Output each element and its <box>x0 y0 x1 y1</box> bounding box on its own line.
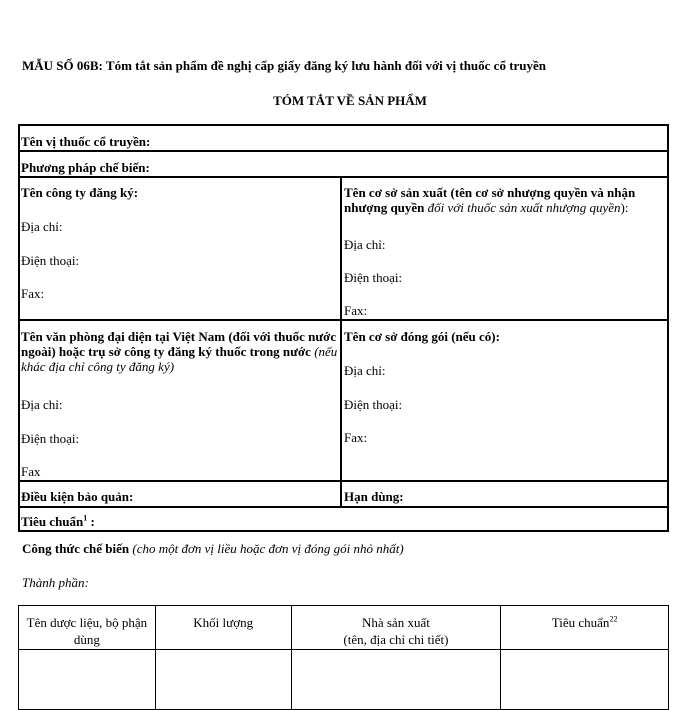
storage-conditions-label: Điều kiện bảo quản: <box>21 489 134 504</box>
table-header-row <box>19 606 669 650</box>
header-ingredient: Tên dược liệu, bộ phận dùng <box>19 606 156 650</box>
header-standard-label: Tiêu chuẩn <box>551 615 610 630</box>
packager-fax: Fax: <box>344 430 368 445</box>
formula-heading <box>22 541 404 556</box>
form-header <box>22 58 546 74</box>
page-title: TÓM TẮT VỀ SẢN PHẨM <box>273 93 427 108</box>
form-description: Tóm tắt sản phẩm đề nghị cấp giấy đăng ký lưu hành đối với vị thuốc cổ truyền <box>102 58 547 73</box>
packager-address: Địa chỉ: <box>344 363 386 378</box>
components-table <box>18 605 669 710</box>
formula-note: (cho một đơn vị liều hoặc đơn vị đóng gói nhỏ nhất) <box>129 541 404 556</box>
divider <box>18 176 669 178</box>
form-code: MẪU SỐ 06B: <box>22 58 103 73</box>
representative-office-fax: Fax <box>21 464 41 479</box>
table-cell[interactable] <box>155 650 291 710</box>
manufacturer-label-main: Tên cơ sở sản xuất (tên cơ sở nhượng quyền và nhận nhượng quyền <box>344 185 636 215</box>
packager-phone: Điện thoại: <box>344 397 403 412</box>
manufacturer-address: Địa chỉ: <box>344 237 386 252</box>
manufacturer-fax: Fax: <box>344 303 368 318</box>
standard-label-colon: : <box>87 514 95 529</box>
table-cell[interactable] <box>19 650 156 710</box>
standard-label-text: Tiêu chuẩn <box>21 514 84 529</box>
registration-company-label: Tên công ty đăng ký: <box>21 185 139 200</box>
representative-office-label-main: Tên văn phòng đại diện tại Việt Nam (đối với thuốc nước ngoài) hoặc trụ sở công ty đăng ký thuốc trong nước <box>21 329 337 359</box>
table-cell[interactable] <box>291 650 501 710</box>
footnote-marker: 1 <box>83 513 88 523</box>
shelf-life-label: Hạn dùng: <box>344 489 404 504</box>
manufacturer-phone: Điện thoại: <box>344 270 403 285</box>
manufacturer-label <box>344 185 666 215</box>
header-producer <box>291 606 501 650</box>
table-row <box>19 650 669 710</box>
divider <box>18 150 669 152</box>
representative-office-label-note: (nếu khác địa chỉ công ty đăng ký) <box>21 344 338 374</box>
header-producer-label: Nhà sản xuất <box>361 615 430 630</box>
header-quantity: Khối lượng <box>155 606 291 650</box>
formula-label: Công thức chế biến <box>22 541 130 556</box>
divider <box>18 506 669 508</box>
registration-company-fax: Fax: <box>21 286 45 301</box>
components-label: Thành phần: <box>22 575 89 590</box>
table-cell[interactable] <box>501 650 669 710</box>
header-standard-footnote: 22 <box>609 614 618 624</box>
registration-company-phone: Điện thoại: <box>21 253 80 268</box>
processing-method-label: Phương pháp chế biến: <box>21 160 150 175</box>
manufacturer-label-note: đối với thuốc sản xuất nhượng quyền <box>424 200 621 215</box>
header-standard <box>501 606 669 650</box>
representative-office-label <box>21 329 339 374</box>
standard-label <box>21 514 95 529</box>
manufacturer-label-end: ): <box>620 200 629 215</box>
divider <box>18 480 669 482</box>
representative-office-phone: Điện thoại: <box>21 431 80 446</box>
representative-office-address: Địa chỉ: <box>21 397 63 412</box>
packager-label: Tên cơ sở đóng gói (nếu có): <box>344 329 500 344</box>
header-producer-sub: (tên, địa chỉ chi tiết) <box>343 632 449 647</box>
traditional-medicine-name-label: Tên vị thuốc cổ truyền: <box>21 134 151 149</box>
divider <box>18 319 669 321</box>
column-divider <box>340 176 342 506</box>
registration-company-address: Địa chỉ: <box>21 219 63 234</box>
